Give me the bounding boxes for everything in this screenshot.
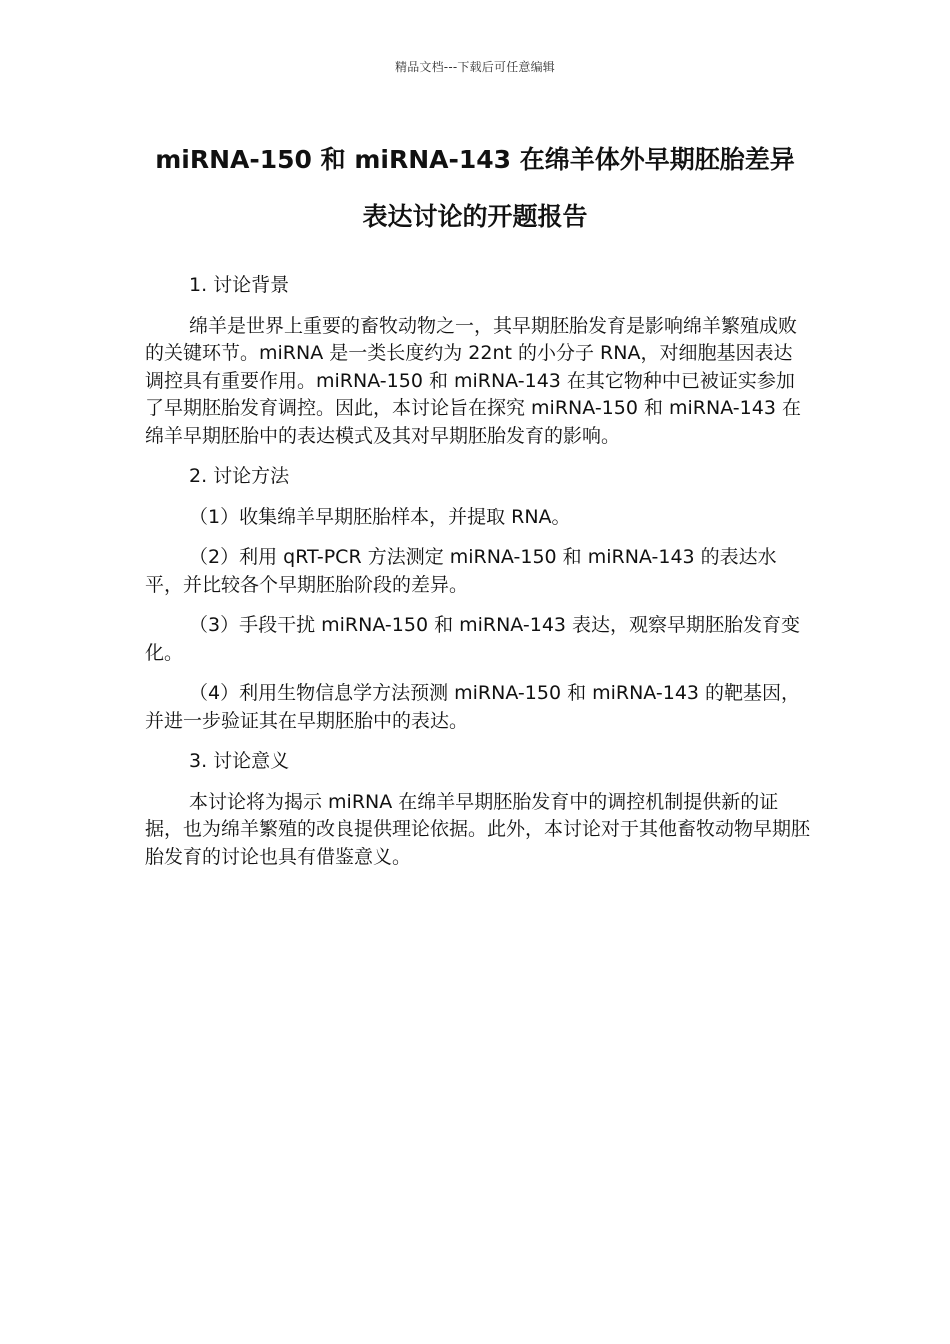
section-heading-significance: 3. 讨论意义 — [189, 750, 290, 772]
document-title-line-1: miRNA-150 和 miRNA-143 在绵羊体外早期胚胎差异 — [155, 145, 795, 174]
header-note: 精品文档---下载后可任意编辑 — [395, 60, 555, 74]
section-heading-methods: 2. 讨论方法 — [189, 465, 290, 487]
background-paragraph: 绵羊是世界上重要的畜牧动物之一，其早期胚胎发育是影响绵羊繁殖成败的关键环节。miRNA 是一类长度约为 22nt 的小分子 RNA，对细胞基因表达调控具有重要作用。miRNA-150 和 miRNA-143 在其它物种中已被证实参加了早期胚胎发育调控。因此，本讨论旨在探究 miRNA-150 和 miRNA-143 在绵羊早期胚胎中的表达模式及其对早期胚胎发育的影响。 — [145, 314, 801, 447]
method-step-2: （2）利用 qRT-PCR 方法测定 miRNA-150 和 miRNA-143 的表达水平，并比较各个早期胚胎阶段的差异。 — [145, 546, 777, 596]
method-step-1: （1）收集绵羊早期胚胎样本，并提取 RNA。 — [189, 505, 571, 528]
significance-paragraph: 本讨论将为揭示 miRNA 在绵羊早期胚胎发育中的调控机制提供新的证据，也为绵羊繁殖的改良提供理论依据。此外，本讨论对于其他畜牧动物早期胚胎发育的讨论也具有借鉴意义。 — [145, 790, 811, 868]
section-heading-background: 1. 讨论背景 — [189, 274, 290, 296]
document-body — [145, 272, 810, 871]
method-step-3: （3）手段干扰 miRNA-150 和 miRNA-143 表达，观察早期胚胎发育变化。 — [145, 614, 801, 664]
method-step-4: （4）利用生物信息学方法预测 miRNA-150 和 miRNA-143 的靶基因，并进一步验证其在早期胚胎中的表达。 — [145, 682, 801, 732]
document-title-line-2: 表达讨论的开题报告 — [362, 202, 588, 231]
